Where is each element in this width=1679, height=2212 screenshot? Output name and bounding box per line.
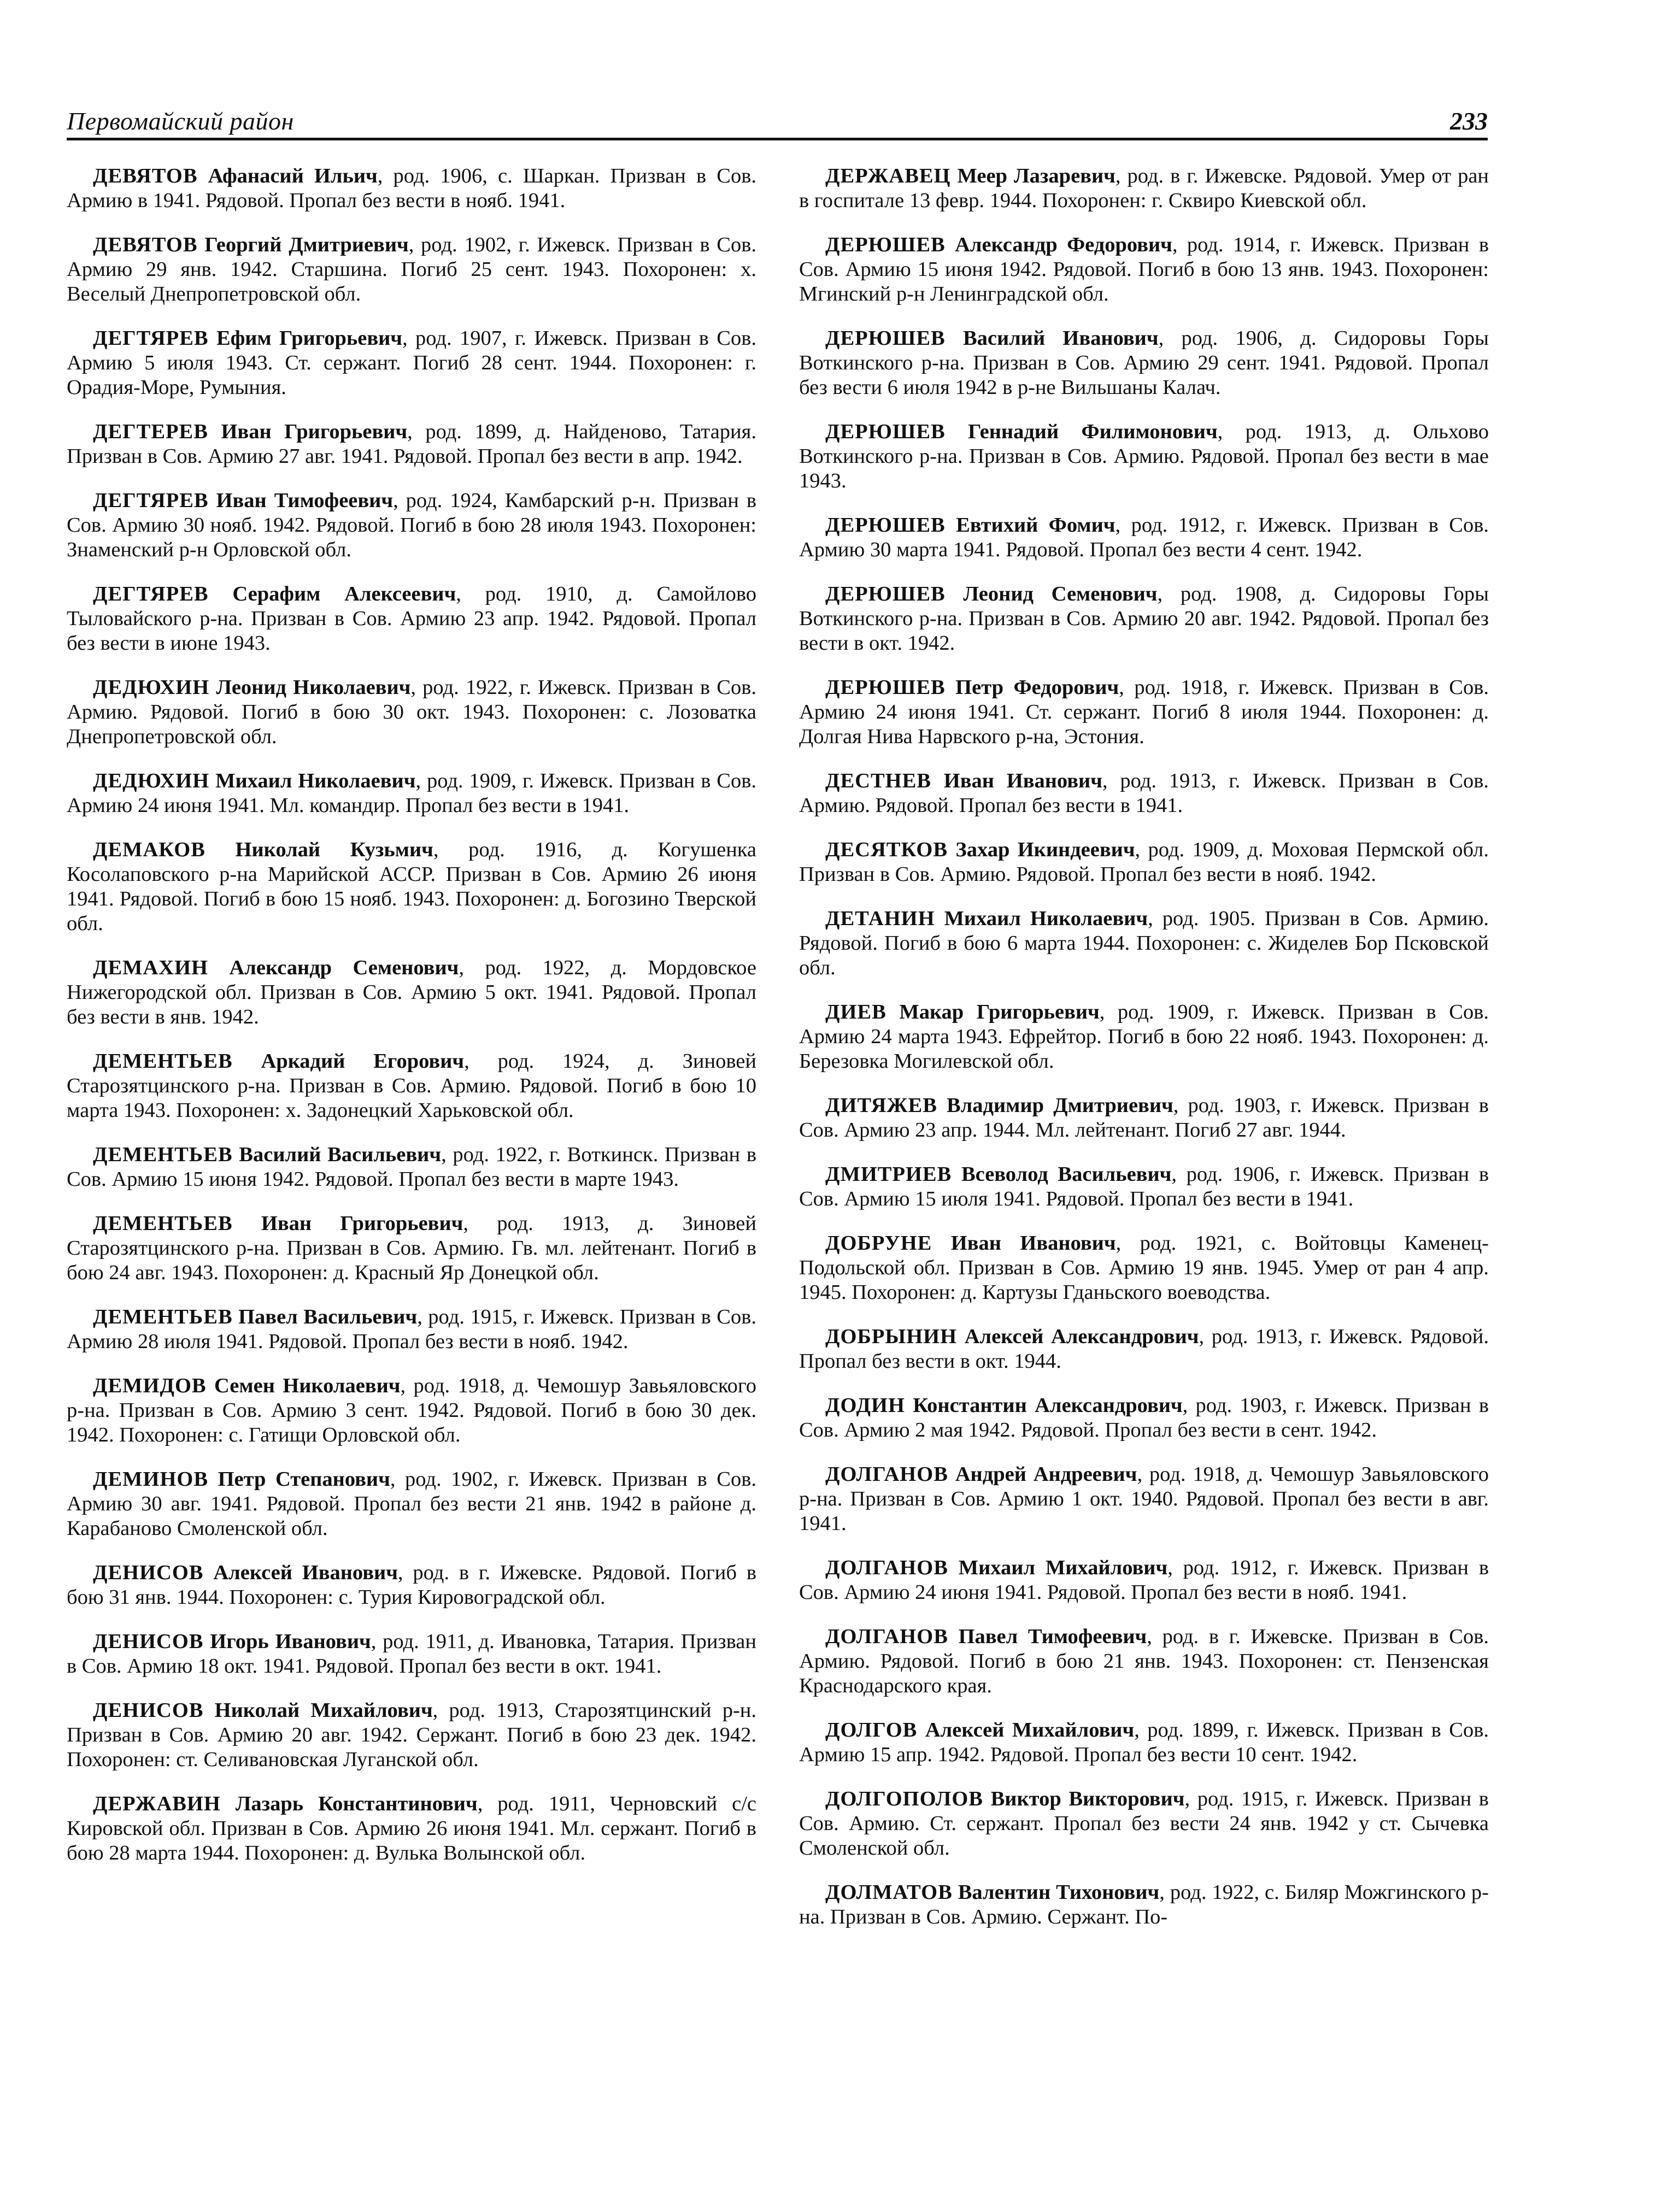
- entry-surname: ДОЛГОПОЛОВ: [825, 1787, 983, 1810]
- entry-surname: ДЕВЯТОВ: [93, 164, 198, 187]
- entry-given-names: Алексей Михайлович: [925, 1719, 1135, 1742]
- entry-text: , род. 1909, г. Ижевск. Призван в Сов. Армию 24 марта 1943. Ефрейтор. Погиб в бою 22 нояб. 1943. Похоронен: д. Березовка Могилевской обл.: [799, 1001, 1489, 1073]
- biography-entry: [799, 1625, 1489, 1698]
- entry-surname: ДЕРЖАВИН: [93, 1792, 221, 1815]
- entry-surname: ДОБРЫНИН: [825, 1325, 958, 1348]
- entry-surname: ДЕГТЕРЕВ: [93, 420, 208, 443]
- entry-given-names: Алексей Александрович: [964, 1325, 1199, 1348]
- entry-text: , род. 1907, г. Ижевск. Призван в Сов. Армию 5 июля 1943. Ст. сержант. Погиб 28 сент. 1944. Похоронен: г. Орадия-Море, Румыния.: [67, 327, 757, 399]
- entry-surname: ДЕМИНОВ: [93, 1468, 209, 1491]
- entry-text: , род. 1924, д. Зиновей Старозятцинского р-на. Призван в Сов. Армию. Рядовой. Погиб в бою 10 марта 1943. Похоронен: х. Задонецкий Харьковской обл.: [67, 1050, 756, 1122]
- entry-text: , род. в г. Ижевске. Призван в Сов. Армию. Рядовой. Погиб в бою 21 янв. 1943. Похоронен: ст. Пензенская Краснодарского края.: [799, 1625, 1489, 1697]
- entry-given-names: Семен Николаевич: [214, 1374, 401, 1397]
- entry-given-names: Лазарь Константинович: [235, 1792, 478, 1815]
- biography-entry: [799, 838, 1489, 887]
- entry-surname: ДЕМЕНТЬЕВ: [93, 1143, 233, 1166]
- entry-surname: ДЕНИСОВ: [93, 1699, 204, 1722]
- entry-given-names: Леонид Николаевич: [216, 676, 411, 699]
- biography-entry: [67, 1374, 756, 1448]
- entry-text: , род. 1922, г. Ижевск. Призван в Сов. Армию. Рядовой. Погиб в бою 30 окт. 1943. Похоронен: с. Лозоватка Днепропетровской обл.: [67, 676, 757, 748]
- entry-text: , род. 1921, с. Войтовцы Каменец-Подольской обл. Призван в Сов. Армию 19 янв. 1945. Умер от ран 4 апр. 1945. Похоронен: д. Картузы Гданьского воеводства.: [799, 1232, 1489, 1304]
- entry-text: , род. 1899, г. Ижевск. Призван в Сов. Армию 15 апр. 1942. Рядовой. Пропал без вести 10 сент. 1942.: [799, 1719, 1489, 1766]
- entry-given-names: Серафим Алексеевич: [232, 583, 456, 605]
- biography-entry: [799, 582, 1489, 656]
- entry-text: , род. 1902, г. Ижевск. Призван в Сов. Армию 30 авг. 1941. Рядовой. Пропал без вести 21 янв. 1942 в районе д. Карабаново Смоленской обл.: [67, 1468, 757, 1540]
- biography-entry: [67, 1467, 756, 1541]
- entry-given-names: Александр Федорович: [955, 233, 1172, 256]
- entry-surname: ДЕНИСОВ: [93, 1630, 204, 1653]
- entry-given-names: Леонид Семенович: [963, 583, 1158, 605]
- entry-surname: ДИЕВ: [825, 1001, 887, 1023]
- entry-text: , род. 1916, д. Когушенка Косолаповского р-на Марийской АССР. Призван в Сов. Армию 26 июня 1941. Рядовой. Погиб в бою 15 нояб. 1943. Похоронен: д. Богозино Тверской обл.: [67, 838, 757, 935]
- biography-entry: [799, 769, 1489, 818]
- entry-surname: ДЕНИСОВ: [93, 1561, 204, 1584]
- entry-text: , род. 1912, г. Ижевск. Призван в Сов. Армию 30 марта 1941. Рядовой. Пропал без вести 4 сент. 1942.: [799, 514, 1489, 561]
- entry-given-names: Иван Тимофеевич: [216, 489, 394, 512]
- entry-given-names: Петр Степанович: [218, 1468, 390, 1491]
- entry-given-names: Михаил Николаевич: [215, 769, 416, 792]
- entry-given-names: Николай Михайлович: [214, 1699, 433, 1722]
- entry-text: , род. 1915, г. Ижевск. Призван в Сов. Армию 28 июля 1941. Рядовой. Пропал без вести в нояб. 1942.: [67, 1305, 756, 1353]
- biography-entry: [67, 1211, 756, 1285]
- biography-entry: [799, 675, 1489, 749]
- entry-given-names: Иван Иванович: [943, 769, 1102, 792]
- entry-text: , род. 1911, д. Ивановка, Татария. Призван в Сов. Армию 18 окт. 1941. Рядовой. Пропал без вести в окт. 1941.: [67, 1630, 756, 1678]
- entry-surname: ДМИТРИЕВ: [825, 1163, 952, 1186]
- entry-surname: ДОЛГАНОВ: [825, 1463, 948, 1486]
- entry-surname: ДОЛГАНОВ: [825, 1556, 948, 1579]
- biography-entry: [67, 956, 756, 1029]
- entry-text: , род. 1912, г. Ижевск. Призван в Сов. Армию 24 июня 1941. Рядовой. Пропал без вести в нояб. 1941.: [799, 1556, 1489, 1604]
- entry-given-names: Иван Иванович: [950, 1232, 1116, 1255]
- biography-entry: [67, 326, 756, 400]
- entry-given-names: Всеволод Васильевич: [961, 1163, 1172, 1186]
- entry-given-names: Константин Александрович: [913, 1394, 1183, 1417]
- biography-entry: [799, 1393, 1489, 1443]
- entry-text: , род. 1913, г. Ижевск. Рядовой. Пропал без вести в окт. 1944.: [799, 1325, 1489, 1373]
- entry-text: , род. 1913, Старозятцинский р-н. Призван в Сов. Армию 20 авг. 1942. Сержант. Погиб в бою 23 дек. 1942. Похоронен: ст. Селивановская Луганской обл.: [67, 1699, 757, 1771]
- entry-text: , род. 1914, г. Ижевск. Призван в Сов. Армию 15 июня 1942. Рядовой. Погиб в бою 13 янв. 1943. Похоронен: Мгинский р-н Ленинградской обл.: [799, 233, 1489, 305]
- entry-surname: ДОЛГАНОВ: [825, 1625, 948, 1648]
- entry-given-names: Павел Тимофеевич: [958, 1625, 1147, 1648]
- entry-surname: ДЕТАНИН: [825, 907, 935, 930]
- biography-entry: [799, 1462, 1489, 1536]
- entry-text: , род. 1906, г. Ижевск. Призван в Сов. Армию 15 июля 1941. Рядовой. Пропал без вести в 1941.: [799, 1163, 1489, 1210]
- entry-surname: ДЕСЯТКОВ: [825, 838, 948, 861]
- entry-given-names: Макар Григорьевич: [899, 1001, 1100, 1023]
- biography-entry: [67, 420, 756, 469]
- entry-given-names: Владимир Дмитриевич: [946, 1094, 1173, 1117]
- entry-text: , род. 1922, г. Воткинск. Призван в Сов. Армию 15 июня 1942. Рядовой. Пропал без вести в марте 1943.: [67, 1143, 756, 1191]
- entry-given-names: Николай Кузьмич: [235, 838, 433, 861]
- biography-entry: [799, 1556, 1489, 1605]
- entry-given-names: Валентин Тихонович: [958, 1881, 1160, 1904]
- entry-text: , род. 1910, д. Самойлово Тыловайского р-на. Призван в Сов. Армию 23 апр. 1942. Рядовой. Пропал без вести в июне 1943.: [67, 583, 756, 655]
- entry-given-names: Афанасий Ильич: [208, 164, 378, 187]
- biography-entry: [799, 1787, 1489, 1861]
- entry-given-names: Петр Федорович: [955, 676, 1119, 699]
- entry-given-names: Меер Лазаревич: [957, 164, 1116, 187]
- entry-surname: ДЕРЮШЕВ: [825, 233, 946, 256]
- entry-given-names: Ефим Григорьевич: [216, 327, 403, 350]
- biography-entry: [67, 164, 756, 213]
- entry-surname: ДЕДЮХИН: [93, 769, 210, 792]
- entry-surname: ДЕРЮШЕВ: [825, 420, 946, 443]
- entry-text: , род. 1909, г. Ижевск. Призван в Сов. Армию 24 июня 1941. Мл. командир. Пропал без вести в 1941.: [67, 769, 757, 817]
- entry-surname: ДОЛГОВ: [825, 1719, 918, 1742]
- entry-surname: ДЕГТЯРЕВ: [93, 327, 209, 350]
- entry-surname: ДЕМЕНТЬЕВ: [93, 1212, 233, 1235]
- entry-text: , род. 1913, д. Зиновей Старозятцинского р-на. Призван в Сов. Армию. Гв. мл. лейтенант. Погиб в бою 24 авг. 1943. Похоронен: д. Красный Яр Донецкой обл.: [67, 1212, 756, 1284]
- entry-given-names: Георгий Дмитриевич: [204, 233, 409, 256]
- entry-given-names: Михаил Николаевич: [944, 907, 1148, 930]
- biography-entry: [799, 1162, 1489, 1211]
- page-number: 233: [1450, 107, 1488, 135]
- biography-entry: [67, 1629, 756, 1679]
- biography-entry: [799, 513, 1489, 562]
- entry-text: , род. 1918, д. Чемошур Завьяловского р-на. Призван в Сов. Армию 3 сент. 1942. Рядовой. Погиб в бою 30 дек. 1942. Похоронен: с. Гатищи Орловской обл.: [67, 1374, 757, 1446]
- entry-surname: ДЕРЮШЕВ: [825, 676, 946, 699]
- entry-given-names: Иван Григорьевич: [221, 420, 408, 443]
- entry-surname: ДЕРЮШЕВ: [825, 583, 946, 605]
- biography-entry: [799, 1880, 1489, 1929]
- entry-given-names: Михаил Михайлович: [958, 1556, 1168, 1579]
- entry-given-names: Евтихий Фомич: [956, 514, 1116, 537]
- biography-entry: [67, 675, 756, 749]
- biography-entry: [799, 164, 1489, 213]
- entry-surname: ДЕСТНЕВ: [825, 769, 931, 792]
- entry-text: , род. 1915, г. Ижевск. Призван в Сов. Армию. Ст. сержант. Пропал без вести 24 янв. 1942 у ст. Сычевка Смоленской обл.: [799, 1787, 1489, 1860]
- entry-given-names: Геннадий Филимонович: [968, 420, 1218, 443]
- biography-entry: [799, 1000, 1489, 1074]
- entry-text: , род. 1918, г. Ижевск. Призван в Сов. Армию 24 июня 1941. Ст. сержант. Погиб 8 июля 1944. Похоронен: д. Долгая Нива Нарвского р-на, Эстония.: [799, 676, 1489, 748]
- biography-entry: [67, 769, 756, 818]
- entry-given-names: Павел Васильевич: [238, 1305, 418, 1328]
- entry-text: , род. в г. Ижевске. Рядовой. Погиб в бою 31 янв. 1944. Похоронен: с. Турия Кировоградской обл.: [67, 1561, 756, 1609]
- entry-surname: ДИТЯЖЕВ: [825, 1094, 937, 1117]
- entry-surname: ДЕМИДОВ: [93, 1374, 207, 1397]
- biography-entry: [67, 1049, 756, 1123]
- biography-entry: [67, 489, 756, 562]
- biography-entry: [67, 1305, 756, 1354]
- running-header: [67, 102, 1488, 140]
- left-column: [67, 164, 756, 1885]
- biography-entry: [799, 1718, 1489, 1767]
- biography-entry: [799, 233, 1489, 307]
- entry-surname: ДЕМАКОВ: [93, 838, 206, 861]
- entry-surname: ДОБРУНЕ: [825, 1232, 932, 1255]
- entry-text: , род. в г. Ижевске. Рядовой. Умер от ран в госпитале 13 февр. 1944. Похоронен: г. Сквиро Киевской обл.: [799, 164, 1489, 212]
- entry-surname: ДЕМЕНТЬЕВ: [93, 1050, 233, 1073]
- biography-entry: [799, 1325, 1489, 1374]
- entry-text: , род. 1902, г. Ижевск. Призван в Сов. Армию 29 янв. 1942. Старшина. Погиб 25 сент. 1943. Похоронен: х. Веселый Днепропетровской обл.: [67, 233, 757, 305]
- section-title: Первомайский район: [67, 107, 294, 135]
- entry-surname: ДОЛМАТОВ: [825, 1881, 953, 1904]
- entry-given-names: Аркадий Егорович: [261, 1050, 465, 1073]
- entry-text: , род. 1913, д. Ольхово Воткинского р-на. Призван в Сов. Армию. Рядовой. Пропал без вести в мае 1943.: [799, 420, 1489, 492]
- biography-entry: [799, 326, 1489, 400]
- entry-given-names: Виктор Викторович: [990, 1787, 1185, 1810]
- biography-entry: [799, 1231, 1489, 1305]
- entry-text: , род. 1905. Призван в Сов. Армию. Рядовой. Погиб в бою 6 марта 1944. Похоронен: с. Жиделев Бор Псковской обл.: [799, 907, 1489, 979]
- entry-surname: ДЕГТЯРЕВ: [93, 583, 209, 605]
- entry-text: , род. 1913, г. Ижевск. Призван в Сов. Армию. Рядовой. Пропал без вести в 1941.: [799, 769, 1489, 817]
- biography-entry: [799, 907, 1489, 980]
- entry-surname: ДЕДЮХИН: [93, 676, 210, 699]
- entry-text: , род. 1922, д. Мордовское Нижегородской обл. Призван в Сов. Армию 5 окт. 1941. Рядовой. Пропал без вести в янв. 1942.: [67, 956, 756, 1028]
- entry-surname: ДЕВЯТОВ: [93, 233, 198, 256]
- biography-entry: [67, 233, 756, 307]
- entry-given-names: Алексей Иванович: [213, 1561, 398, 1584]
- entry-surname: ДЕМЕНТЬЕВ: [93, 1305, 233, 1328]
- entry-text: , род. 1924, Камбарский р-н. Призван в Сов. Армию 30 нояб. 1942. Рядовой. Погиб в бою 28 июля 1943. Похоронен: Знаменский р-н Орловской обл.: [67, 489, 757, 561]
- entry-text: , род. 1909, д. Моховая Пермской обл. Призван в Сов. Армию. Рядовой. Пропал без вести в нояб. 1942.: [799, 838, 1489, 886]
- biography-entry: [799, 1093, 1489, 1143]
- entry-text: , род. 1903, г. Ижевск. Призван в Сов. Армию 2 мая 1942. Рядовой. Пропал без вести в сент. 1942.: [799, 1394, 1489, 1442]
- entry-text: , род. 1908, д. Сидоровы Горы Воткинского р-на. Призван в Сов. Армию 20 авг. 1942. Рядовой. Пропал без вести в окт. 1942.: [799, 583, 1489, 655]
- entry-given-names: Василий Васильевич: [239, 1143, 442, 1166]
- right-column: [799, 164, 1489, 1949]
- biography-entry: [67, 582, 756, 656]
- entry-text: , род. 1911, Черновский с/с Кировской обл. Призван в Сов. Армию 26 июня 1941. Мл. сержант. Погиб в бою 28 марта 1944. Похоронен: д. Вулька Волынской обл.: [67, 1792, 756, 1864]
- biography-entry: [67, 1561, 756, 1610]
- entry-given-names: Василий Иванович: [962, 327, 1159, 350]
- entry-surname: ДОДИН: [825, 1394, 905, 1417]
- entry-surname: ДЕМАХИН: [93, 956, 209, 979]
- entry-text: , род. 1906, с. Шаркан. Призван в Сов. Армию в 1941. Рядовой. Пропал без вести в нояб. 1941.: [67, 164, 757, 212]
- entry-text: , род. 1903, г. Ижевск. Призван в Сов. Армию 23 апр. 1944. Мл. лейтенант. Погиб 27 авг. 1944.: [799, 1094, 1489, 1142]
- entry-surname: ДЕРЮШЕВ: [825, 514, 946, 537]
- entry-text: , род. 1906, д. Сидоровы Горы Воткинского р-на. Призван в Сов. Армию 29 сент. 1941. Рядовой. Пропал без вести 6 июля 1942 в р-не Вильшаны Калач.: [799, 327, 1489, 399]
- entry-surname: ДЕРЮШЕВ: [825, 327, 946, 350]
- entry-text: , род. 1922, с. Биляр Можгинского р-на. Призван в Сов. Армию. Сержант. По-: [799, 1881, 1489, 1928]
- biography-entry: [67, 1143, 756, 1192]
- entry-given-names: Андрей Андреевич: [955, 1463, 1137, 1486]
- biography-entry: [67, 838, 756, 936]
- biography-entry: [67, 1792, 756, 1866]
- entry-given-names: Иван Григорьевич: [261, 1212, 463, 1235]
- entry-text: , род. 1918, д. Чемошур Завьяловского р-на. Призван в Сов. Армию 1 окт. 1940. Рядовой. Пропал без вести в авг. 1941.: [799, 1463, 1489, 1535]
- entry-surname: ДЕРЖАВЕЦ: [825, 164, 951, 187]
- entry-text: , род. 1899, д. Найденово, Татария. Призван в Сов. Армию 27 авг. 1941. Рядовой. Пропал без вести в апр. 1942.: [67, 420, 756, 468]
- entry-given-names: Игорь Иванович: [210, 1630, 371, 1653]
- biography-entry: [799, 420, 1489, 493]
- entry-given-names: Захар Икиндеевич: [955, 838, 1135, 861]
- biography-entry: [67, 1698, 756, 1772]
- entry-given-names: Александр Семенович: [229, 956, 459, 979]
- entry-surname: ДЕГТЯРЕВ: [93, 489, 209, 512]
